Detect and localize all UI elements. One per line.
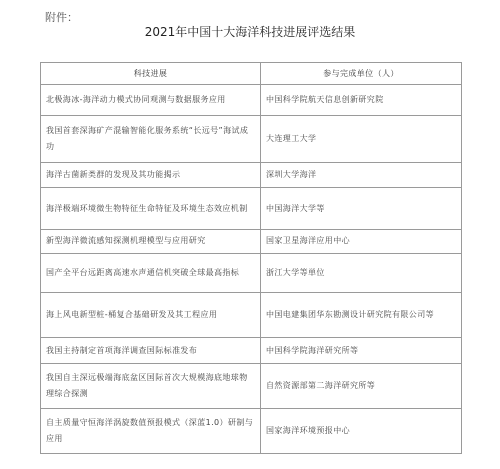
progress-cell: 我国自主深远极端海底盆区国际首次大规模海底地球物理综合探测 [41,363,261,409]
unit-cell: 国家卫星海洋应用中心 [261,230,462,253]
table-row [41,115,462,163]
results-table [40,62,462,454]
header-units: 参与完成单位（人） [261,63,462,85]
unit-cell: 浙江大学等単位 [261,253,462,292]
table-row [41,409,462,454]
unit-cell: 大连理工大学 [261,115,462,163]
progress-cell: 自主质量守恒海洋涡旋数值预报模式（深蓝1.0）研制与应用 [41,409,261,454]
document-title: 2021年中国十大海洋科技进展评选结果 [144,25,356,39]
progress-cell: 海上风电新型桩-桶复合基础研发及其工程应用 [41,292,261,338]
table-row [41,363,462,409]
progress-cell: 海洋极端环境微生物特征生命特征及环境生态效应机制 [41,187,261,229]
progress-cell: 北极海冰-海洋动力模式协同观测与数据服务应用 [41,85,261,116]
unit-cell: 国家海洋环境预报中心 [261,409,462,454]
unit-cell: 中国科学院海洋研究所等 [261,338,462,363]
table-row [41,163,462,187]
unit-cell: 深圳大学海洋 [261,163,462,187]
table-row [41,292,462,338]
unit-cell: 自然资源部第二海洋研究所等 [261,363,462,409]
table-row [41,338,462,363]
table-row [41,253,462,292]
unit-cell: 中国科学院航天信息创新研究院 [261,85,462,116]
progress-cell: 国产全平台远距离高速水声通信机突破全球最高指标 [41,253,261,292]
table-row [41,85,462,116]
table-row [41,187,462,229]
progress-cell: 我国主持制定首项海洋调查国际标准发布 [41,338,261,363]
progress-cell: 海洋古菌新类群的发现及其功能揭示 [41,163,261,187]
progress-cell: 新型海洋微流感知探测机理模型与应用研究 [41,230,261,253]
header-progress: 科技进展 [41,63,261,85]
progress-cell: 我国首套深海矿产混输智能化服务系统“长远号”海试成功 [41,115,261,163]
unit-cell: 中国海洋大学等 [261,187,462,229]
unit-cell: 中国电建集团华东勘测设计研究院有限公司等 [261,292,462,338]
table-row [41,230,462,253]
table-header-row [41,63,462,85]
attachment-label: 附件： [45,11,78,24]
